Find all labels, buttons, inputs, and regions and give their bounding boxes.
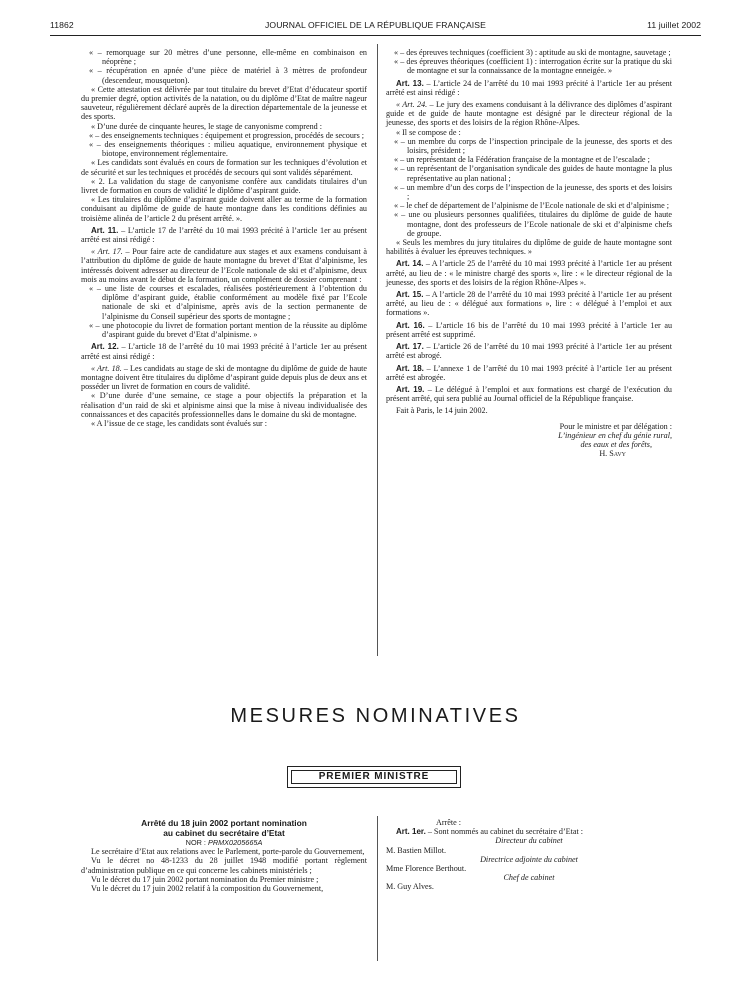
paragraph: Vu le décret du 17 juin 2002 relatif à la composition du Gouvernement, [91,884,324,894]
role-title: Directeur du cabinet [495,836,563,846]
ministry-name: PREMIER MINISTRE [291,770,457,784]
list-item: « – un représentant de l’organisation syndicale des guides de haute montagne la plus représentative au plan national ; [394,164,672,183]
article-17-quote: « Art. 17. – Pour faire acte de candidature aux stages et aux examens conduisant à l’attribution du diplôme de guide de haute montagne du brevet d’Etat d’alpinisme, les intéressés doivent adresser au directeur de l’Ecole nationale de ski et d’alpinisme, deux mois au moins avant le début de la formation, un complément de dossier comprenant : [81,247,367,284]
ministry-box [287,766,461,788]
paragraph: « Cette attestation est délivrée par tout titulaire du brevet d’Etat d’éducateur sportif du premier degré, option activités de la natation, ou du diplôme d’Etat de maître nageur sauveteur, régulièrement déclaré auprès de la direction départementale de la jeunesse et des sports. [81,84,367,122]
article-16: Art. 16. – L’article 16 bis de l’arrêté du 10 mai 1993 précité à l’article 1er au présent arrêté est supprimé. [386,320,673,339]
article-14: Art. 14. – A l’article 25 de l’arrêté du 10 mai 1993 précité à l’article 1er au présent arrêté, au lieu de : « le ministre chargé des sports », lire : « le directeur régional de la jeunesse, des sports et des loisirs de la région Rhône-Alpes ». [386,259,672,287]
article-label: Art. 11. [91,225,119,235]
article-label: « Art. 24. [396,100,428,110]
issue-date: 11 juillet 2002 [647,20,701,30]
article-label: « Art. 17. [91,247,123,257]
arrete-title: au cabinet du secrétaire d’Etat [163,828,285,838]
article-label: Art. 17. [396,342,424,352]
list-item: « – des enseignements techniques : équipement et progression, procédés de secours ; [89,130,365,140]
article-label: Art. 14. [396,259,424,269]
page-number: 11862 [50,20,74,30]
role-title: Chef de cabinet [503,873,555,883]
page-header [50,20,701,34]
column-divider [377,816,378,961]
article-1: Art. 1er. – Sont nommés au cabinet du secrétaire d’Etat : [396,827,584,837]
article-label: Art. 13. [396,78,424,88]
paragraph: « D’une durée de cinquante heures, le stage de canyonisme comprend : [91,121,323,131]
arrete-label: Arrête : [436,818,462,827]
paragraph: « D’une durée d’une semaine, ce stage a pour objectifs la préparation et la réalisation d’un raid de ski et alpinisme ainsi que la mise à niveau individualisée des connaissances et des capacités professionnelles dans le domaine du ski de montagne. [81,391,367,419]
paragraph: « A l’issue de ce stage, les candidats sont évalués sur : [91,418,267,428]
appointee-name: M. Bastien Millot. [386,845,447,855]
article-label: Art. 19. [396,384,425,394]
list-item: « – une liste de courses et escalades, réalisées postérieurement à l’obtention du diplôme d’aspirant guide, établie conformément au modèle fixé par l’Ecole nationale de ski et d’alpinisme, après avis de la section permanente de l’alpinisme du Conseil supérieur des sports de montagne ; [89,284,367,321]
list-item: « – un membre du corps de l’inspection principale de la jeunesse, des sports et des loisirs, président ; [394,136,672,156]
done-at: Fait à Paris, le 14 juin 2002. [396,406,488,416]
list-item: « – une photocopie du livret de formation portant mention de la réussite au diplôme d’aspirant guide du brevet d’Etat d’alpinisme. » [89,320,367,340]
signature-line: Pour le ministre et par délégation : [559,421,672,431]
list-item: « – un représentant de la Fédération française de la montagne et de l’escalade ; [394,155,650,165]
article-24-quote: « Art. 24. – Le jury des examens conduisant à la délivrance des diplômes d’aspirant guide et de guide de haute montagne est désigné par le directeur régional de la jeunesse, des sports et des loisirs de la région Rhône-Alpes. [386,100,672,128]
article-label: Art. 12. [91,342,119,352]
header-rule [50,35,701,36]
appointee-name: M. Guy Alves. [386,882,434,892]
paragraph: Vu le décret du 17 juin 2002 portant nomination du Premier ministre ; [91,874,319,884]
signature-title: des eaux et des forêts, [580,439,652,449]
article-17: Art. 17. – L’article 26 de l’arrêté du 10 mai 1993 précité à l’article 1er au présent arrêté est abrogé. [386,342,672,361]
article-18: Art. 18. – L’annexe 1 de l’arrêté du 10 mai 1993 précité à l’article 1er au présent arrêté est abrogée. [386,363,672,382]
paragraph: « Il se compose de : [396,127,461,137]
article-15: Art. 15. – A l’article 28 de l’arrêté du 10 mai 1993 précité à l’article 1er au présent arrêté, au lieu de : « délégué aux formations », lire : « délégué à l’emploi et aux formations ». [386,290,672,318]
article-label: Art. 16. [396,320,425,330]
list-item: « – des épreuves techniques (coefficient 3) : aptitude au ski de montagne, sauvetage ; [394,48,671,57]
section-title: MESURES NOMINATIVES [230,705,521,727]
signature-title: L’ingénieur en chef du génie rural, [558,430,672,440]
left-column [81,48,367,428]
nor-reference: NOR : PRMX0205665A [185,838,263,847]
paragraph: « Seuls les membres du jury titulaires du diplôme de guide de haute montagne sont habilités à évaluer les épreuves techniques. » [386,238,672,257]
list-item: « – le chef de département de l’alpinisme de l’Ecole nationale de ski et d’alpinisme ; [394,201,670,211]
journal-title: JOURNAL OFFICIEL DE LA RÉPUBLIQUE FRANÇAISE [265,20,486,30]
list-item: « – des épreuves théoriques (coefficient 1) : interrogation écrite sur la pratique du ski de montagne et sur la connaissance de la montagne enneigée. » [394,57,672,76]
list-item: « – remorquage sur 20 mètres d’une personne, elle-même en combinaison en néoprène ; [89,48,367,67]
signatory-name: H. Savy [599,449,626,459]
article-18-quote: « Art. 18. – Les candidats au stage de ski de montagne du diplôme de guide de haute montagne doivent être titulaires du diplôme d’aspirant guide depuis plus de deux ans et posséder un livret de formation en cours de validité. [81,363,367,392]
article-13: Art. 13. – L’article 24 de l’arrêté du 10 mai 1993 précité à l’article 1er au présent arrêté est ainsi rédigé : [386,78,672,97]
paragraph: « Les titulaires du diplôme d’aspirant guide doivent aller au terme de la formation conduisant au diplôme de guide de haute montagne dans les conditions définies au troisième alinéa de l’article 2 du présent arrêté. ». [81,195,367,223]
arrete-right-column [386,818,672,892]
list-item: « – un membre d’un des corps de l’inspection de la jeunesse, des sports et des loisirs ; [394,182,672,202]
article-label: « Art. 18. [91,363,122,373]
list-item: « – récupération en apnée d’une pièce de matériel à 3 mètres de profondeur (descendeur, mousqueton). [89,66,367,85]
role-title: Directrice adjointe du cabinet [480,854,578,864]
article-label: Art. 1er. [396,827,426,837]
article-label: Art. 18. [396,363,424,373]
article-label: Art. 15. [396,290,424,300]
list-item: « – une ou plusieurs personnes qualifiées, titulaires du diplôme de guide de haute montagne, dont des professeurs de l’Ecole nationale de ski et d’alpinisme chefs de groupe. [394,210,672,238]
list-item: « – des enseignements théoriques : milieu aquatique, environnement physique et biotope, environnement réglementaire. [89,140,367,159]
paragraph: Le secrétaire d’Etat aux relations avec le Parlement, porte-parole du Gouvernement, [91,847,365,857]
article-12: Art. 12. – L’article 18 de l’arrêté du 10 mai 1993 précité à l’article 1er au présent arrêté est ainsi rédigé : [81,342,367,361]
appointee-name: Mme Florence Berthout. [386,864,467,874]
article-19: Art. 19. – Le délégué à l’emploi et aux formations est chargé de l’exécution du présent arrêté, qui sera publié au Journal officiel de la République française. [386,384,672,404]
paragraph: Vu le décret no 48-1233 du 28 juillet 1948 modifié portant règlement d’administration publique en ce qui concerne les cabinets ministériels ; [81,856,367,875]
paragraph: « Les candidats sont évalués en cours de formation sur les techniques d’évolution et de sécurité et sur les techniques et procédés de secours qui sont validés séparément. [81,158,367,177]
paragraph: « 2. La validation du stage de canyonisme confère aux candidats titulaires d’un livret de formation en cours de validité le diplôme d’aspirant guide. [81,176,367,196]
arrete-title: Arrêté du 18 juin 2002 portant nomination [141,818,307,828]
article-11: Art. 11. – L’article 17 de l’arrêté du 10 mai 1993 précité à l’article 1er au présent arrêté est ainsi rédigé : [81,225,368,245]
column-divider [377,44,378,656]
right-column [386,48,672,458]
arrete-left-column [81,818,367,893]
